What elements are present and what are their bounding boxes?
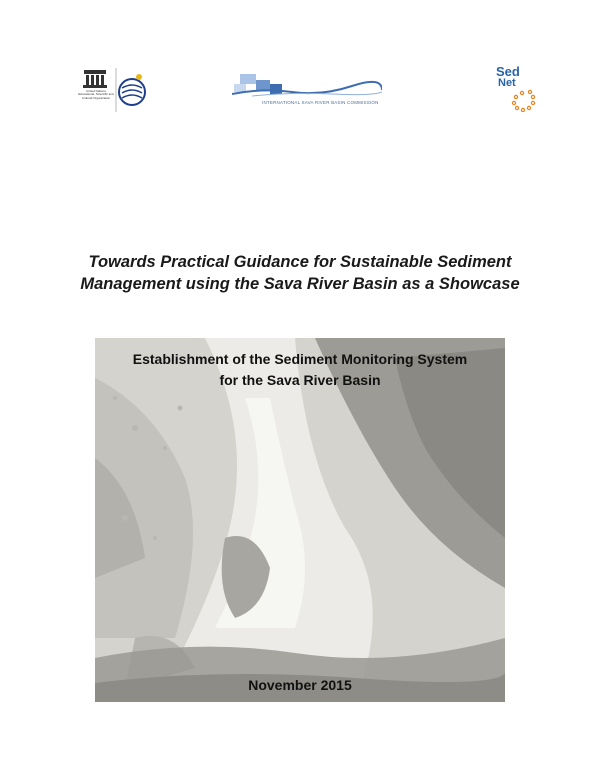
sednet-dots-icon <box>488 66 540 112</box>
sednet-logo <box>488 66 540 112</box>
isrbc-logo <box>232 72 382 110</box>
unesco-logo <box>78 68 154 112</box>
sednet-net-text: Net <box>498 77 516 89</box>
unesco-caption: United Nations Educational, Scientific and Cultural Organization <box>78 89 114 100</box>
report-title-line-1: Towards Practical Guidance for Sustainable Sediment <box>88 253 512 271</box>
cover-subtitle-line-1: Establishment of the Sediment Monitoring System <box>132 351 468 367</box>
report-title-line-2: Management using the Sava River Basin as a Showcase <box>80 275 520 293</box>
sednet-sed-text: Sed <box>496 64 520 79</box>
isrbc-emblem-icon <box>232 72 382 100</box>
cover-photo <box>95 338 505 702</box>
cover-subtitle-line-2: for the Sava River Basin <box>219 372 381 388</box>
isrbc-caption: INTERNATIONAL SAVA RIVER BASIN COMMISSION <box>262 100 379 105</box>
river-aerial-image <box>95 338 505 702</box>
publication-date: November 2015 <box>248 677 352 693</box>
